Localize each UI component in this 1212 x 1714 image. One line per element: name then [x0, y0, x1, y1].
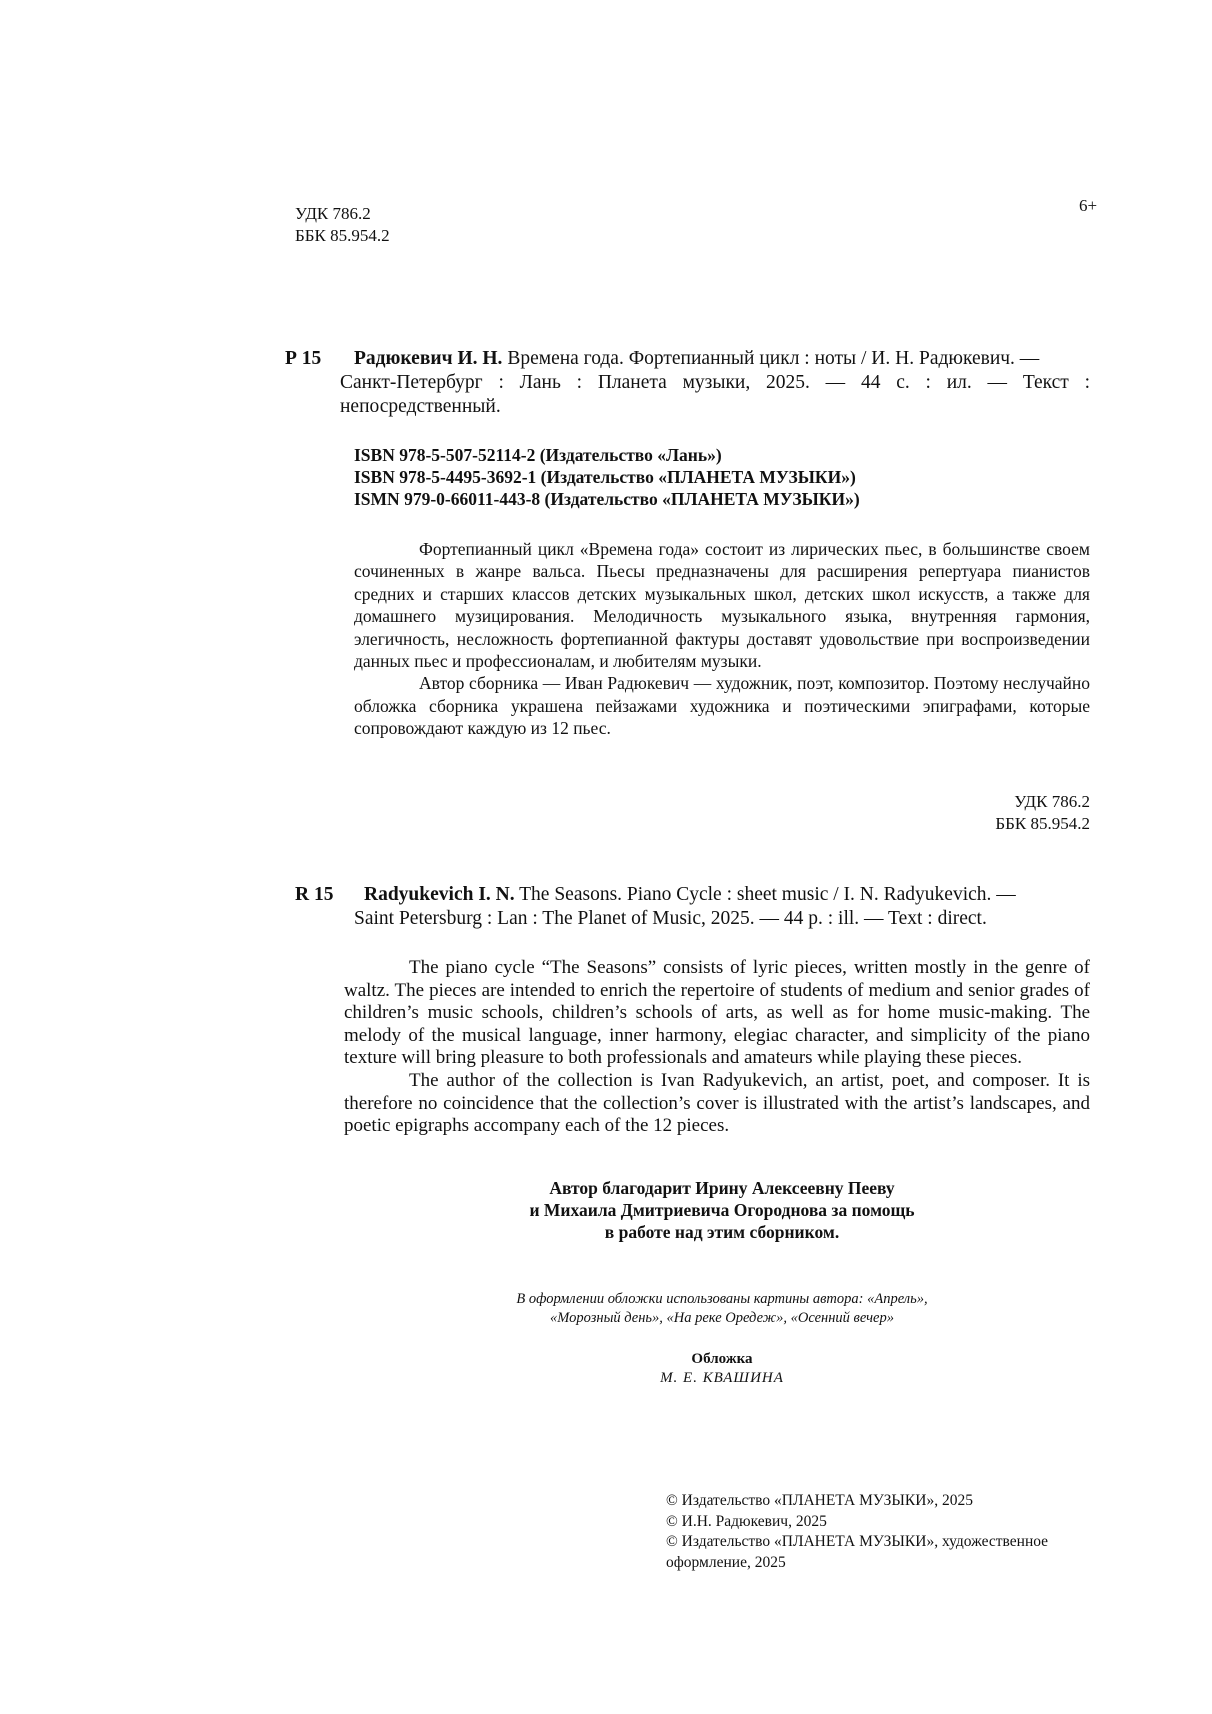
age-rating: 6+ [1079, 196, 1098, 215]
copyright-line: © Издательство «ПЛАНЕТА МУЗЫКИ», 2025 [666, 1492, 973, 1509]
acknowledgements [354, 1177, 1090, 1243]
cover-note-line: «Морозный день», «На реке Оредеж», «Осенний вечер» [550, 1310, 894, 1326]
isbn-block [354, 444, 860, 510]
copyright-line: © И.Н. Радюкевич, 2025 [666, 1512, 827, 1530]
acknowledgements-line: и Михаила Дмитриевича Огороднова за помощь [529, 1200, 915, 1220]
udk-bbk-top [295, 203, 390, 247]
cover-note-line: В оформлении обложки использованы картины автора: «Апрель», [516, 1291, 928, 1307]
isbn-lan: ISBN 978-5-507-52114-2 (Издательство «Лань») [354, 445, 722, 465]
annotation-en [344, 957, 1090, 1138]
entry-ru-line3: непосредственный. [340, 396, 501, 417]
isbn-planet: ISBN 978-5-4495-3692-1 (Издательство «ПЛАНЕТА МУЗЫКИ») [354, 467, 856, 487]
entry-en-line2: Saint Petersburg : Lan : The Planet of Music, 2025. — 44 p. : ill. — Text : direct. [354, 908, 987, 929]
udk-bbk-mid [940, 791, 1090, 835]
author-name-en: Radyukevich I. N. [364, 884, 515, 905]
acknowledgements-line: Автор благодарит Ирину Алексеевну Пееву [549, 1178, 895, 1198]
author-mark-ru: Р 15 [285, 348, 322, 369]
ismn-planet: ISMN 979-0-66011-443-8 (Издательство «ПЛАНЕТА МУЗЫКИ») [354, 489, 860, 509]
cover-design-label: Обложка [691, 1351, 753, 1367]
udk-code: УДК 786.2 [295, 204, 371, 223]
entry-en-line1: The Seasons. Piano Cycle : sheet music / I. N. Radyukevich. — [514, 884, 1016, 905]
cover-paintings-note [354, 1290, 1090, 1328]
entry-ru-line2: Санкт-Петербург : Лань : Планета музыки, 2025. — 44 с. : ил. — Текст : [340, 372, 1090, 393]
bibliographic-entry-en [354, 883, 1090, 931]
annotation-en-paragraph: The piano cycle “The Seasons” consists of lyric pieces, written mostly in the genre of waltz. The pieces are intended to enrich the repertoire of students of medium and senior grades of children’s music schools, children’s schools of arts, as well as for home music-making. The melody of the musical language, inner harmony, elegiac character, and simplicity of the piano texture will bring pleasure to both professionals and amateurs while playing these pieces. [344, 957, 1090, 1069]
annotation-ru-paragraph: Автор сборника — Иван Радюкевич — художник, поэт, композитор. Поэтому неслучайно обложка сборника украшена пейзажами художника и поэтическими эпиграфами, которые сопровождают каждую из 12 пьес. [354, 673, 1090, 739]
bbk-code: ББК 85.954.2 [295, 226, 390, 245]
copyright-block [666, 1491, 1096, 1573]
acknowledgements-line: в работе над этим сборником. [604, 1222, 840, 1242]
copyright-line: © Издательство «ПЛАНЕТА МУЗЫКИ», художественное [666, 1533, 1049, 1550]
author-name-ru: Радюкевич И. Н. [354, 348, 503, 369]
copyright-line: оформление, 2025 [666, 1553, 786, 1571]
author-mark-en: R 15 [295, 884, 334, 905]
annotation-ru-paragraph: Фортепианный цикл «Времена года» состоит из лирических пьес, в большинстве своем сочиненных в жанре вальса. Пьесы предназначены для расширения репертуара пианистов средних и старших классов детских музыкальных школ, детских школ искусств, а также для домашнего музицирования. Мелодичность музыкального языка, внутренняя гармония, элегичность, несложность фортепианной фактуры доставят удовольствие при воспроизведении данных пьес и профессионалам, и любителям музыки. [354, 539, 1090, 672]
cover-design-credit [354, 1350, 1090, 1388]
cover-designer-name: М. Е. КВАШИНА [660, 1370, 784, 1386]
annotation-ru [354, 538, 1090, 740]
bbk-code: ББК 85.954.2 [995, 814, 1090, 833]
udk-code: УДК 786.2 [1014, 792, 1090, 811]
bibliographic-entry-ru [340, 347, 1090, 419]
annotation-en-paragraph: The author of the collection is Ivan Radyukevich, an artist, poet, and composer. It is therefore no coincidence that the collection’s cover is illustrated with the artist’s landscapes, and poetic epigraphs accompany each of the 12 pieces. [344, 1069, 1090, 1137]
entry-ru-line1: Времена года. Фортепианный цикл : ноты / И. Н. Радюкевич. — [502, 348, 1040, 369]
